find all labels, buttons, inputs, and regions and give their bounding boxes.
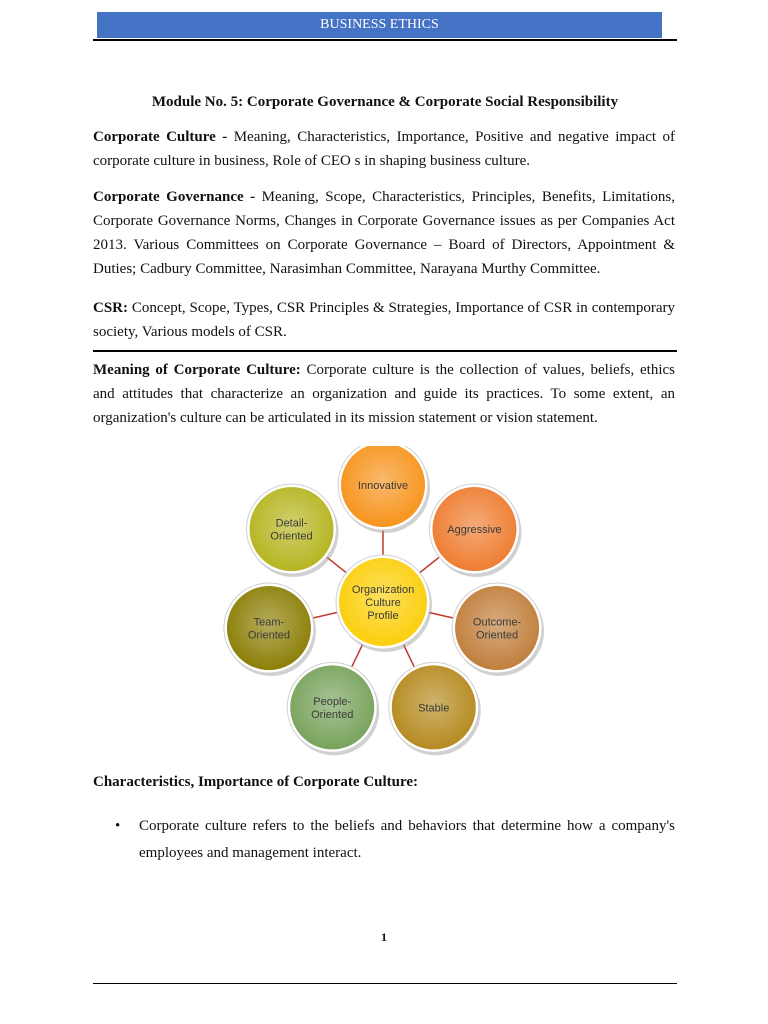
corporate-governance-text: Meaning, Scope, Characteristics, Principles, Benefits, Limitations, Corporate Governance Norms, Changes in Corporate Governance issues as per Companies Act 2013. Various Committees on Corporate Governance – Board of Directors, Appointment & Duties; Cadbury Committee, Narasimhan Committee, Narayana Murthy Committee. — [93, 189, 675, 277]
node-label-outcomeoriented: Outcome-Oriented — [472, 616, 522, 642]
list-item — [115, 813, 675, 867]
corporate-culture-text: Meaning, Characteristics, Importance, Positive and negative impact of corporate culture in business, Role of CEO s in shaping business culture. — [93, 129, 675, 169]
csr-heading: CSR: — [93, 300, 129, 316]
node-label-aggressive: Aggressive — [447, 524, 502, 537]
node-label-teamoriented: Team-Oriented — [247, 616, 291, 642]
module-title: Module No. 5: Corporate Governance & Corporate Social Responsibility — [151, 94, 619, 110]
header-rule — [93, 39, 677, 41]
node-label-stable: Stable — [418, 702, 450, 715]
node-label-detailoriented: Detail-Oriented — [270, 517, 313, 543]
corporate-culture-paragraph — [93, 125, 675, 173]
culture-profile-svg — [190, 446, 590, 756]
node-label-innovative: Innovative — [357, 480, 409, 492]
center-node-label: Organization Culture Profile — [351, 584, 415, 622]
meaning-text: Corporate culture is the collection of values, beliefs, ethics and attitudes that characterize an organization and guide its practices. To some extent, an organization's culture can be articulated in its mission statement or vision statement. — [93, 362, 675, 426]
header-title: BUSINESS ETHICS — [97, 12, 662, 38]
bullet-text: Corporate culture refers to the beliefs and behaviors that determine how a company's employees and management interact. — [139, 818, 675, 861]
meaning-paragraph — [93, 358, 675, 430]
footer-rule — [93, 983, 677, 984]
csr-text: Concept, Scope, Types, CSR Principles & Strategies, Importance of CSR in contemporary society, Various models of CSR. — [93, 300, 675, 340]
bullet-symbol: • — [115, 818, 121, 834]
page-number: 1 — [381, 930, 387, 944]
corporate-governance-heading: Corporate Governance - — [93, 189, 256, 205]
corporate-culture-heading: Corporate Culture - — [93, 129, 228, 145]
corporate-governance-paragraph — [93, 185, 675, 281]
node-label-peopleoriented: People-Oriented — [311, 695, 354, 721]
section-divider — [93, 350, 677, 352]
meaning-heading: Meaning of Corporate Culture: — [93, 362, 301, 378]
csr-paragraph — [93, 296, 675, 344]
culture-profile-diagram — [190, 446, 590, 756]
characteristics-heading: Characteristics, Importance of Corporate Culture: — [93, 774, 419, 790]
